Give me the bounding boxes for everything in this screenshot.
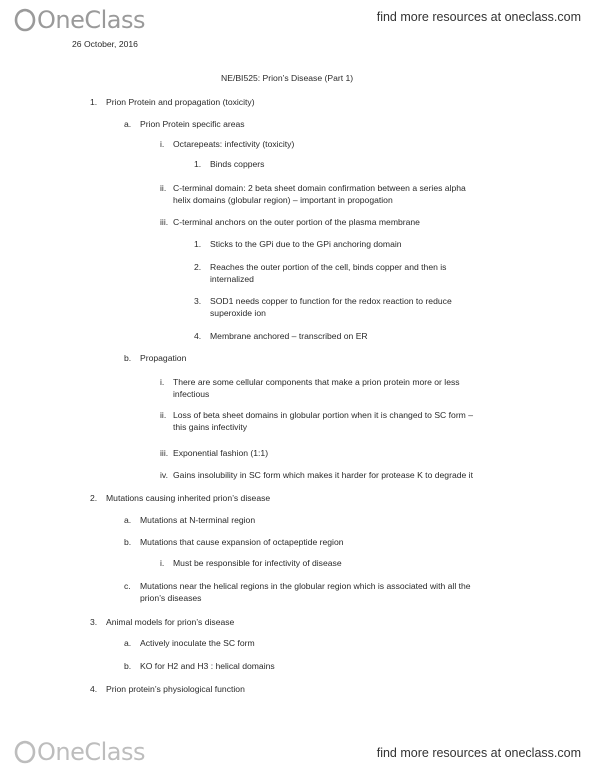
list-item-text: superoxide ion — [210, 308, 266, 318]
list-item-text: Mutations that cause expansion of octapeptide region — [140, 537, 344, 547]
oneclass-logo-icon — [14, 740, 36, 764]
list-item-text: Exponential fashion (1:1) — [173, 448, 269, 458]
list-item-text: Reaches the outer portion of the cell, binds copper and then is — [210, 262, 447, 272]
list-marker: 2. — [194, 262, 202, 272]
find-resources-link[interactable]: find more resources at oneclass.com — [376, 10, 581, 24]
list-item-text: SOD1 needs copper to function for the redox reaction to reduce — [210, 296, 452, 306]
list-marker: iii. — [160, 448, 169, 458]
list-marker: i. — [160, 377, 165, 387]
document-title: NE/BI525: Prion’s Disease (Part 1) — [221, 73, 354, 83]
list-marker: c. — [124, 581, 131, 591]
list-marker: iii. — [160, 217, 169, 227]
oneclass-logo[interactable] — [14, 6, 145, 34]
list-item-text: prion’s diseases — [140, 593, 202, 603]
list-item-text: Membrane anchored – transcribed on ER — [210, 331, 368, 341]
list-marker: 4. — [194, 331, 202, 341]
list-marker: 3. — [90, 617, 98, 627]
list-marker: b. — [124, 353, 132, 363]
list-marker: i. — [160, 558, 165, 568]
oneclass-logo-icon — [14, 8, 36, 32]
list-item-text: C-terminal domain: 2 beta sheet domain confirmation between a series alpha — [173, 183, 466, 193]
list-item-text: C-terminal anchors on the outer portion of the plasma membrane — [173, 217, 420, 227]
list-item-text: Actively inoculate the SC form — [140, 638, 255, 648]
list-item-text: Prion protein’s physiological function — [106, 684, 245, 694]
list-item-text: Mutations causing inherited prion’s disease — [106, 493, 271, 503]
list-marker: ii. — [160, 183, 167, 193]
list-item-text: this gains infectivity — [173, 422, 248, 432]
list-item-text: There are some cellular components that make a prion protein more or less — [173, 377, 460, 387]
list-marker: 1. — [194, 159, 202, 169]
list-item-text: infectious — [173, 389, 210, 399]
list-item-text: Gains insolubility in SC form which makes it harder for protease K to degrade it — [173, 470, 473, 480]
list-marker: 1. — [194, 239, 202, 249]
list-item-text: Must be responsible for infectivity of disease — [173, 558, 342, 568]
list-marker: 3. — [194, 296, 202, 306]
list-item-text: KO for H2 and H3 : helical domains — [140, 661, 275, 671]
list-item-text: Propagation — [140, 353, 187, 363]
oneclass-logo-text: OneClass — [37, 6, 146, 34]
oneclass-logo-text: OneClass — [37, 738, 146, 766]
list-item-text: Prion Protein and propagation (toxicity) — [106, 97, 255, 107]
list-item-text: Mutations at N-terminal region — [140, 515, 256, 525]
list-marker: i. — [160, 139, 165, 149]
list-item-text: Mutations near the helical regions in the globular region which is associated with all the — [140, 581, 471, 591]
document-date: 26 October, 2016 — [72, 39, 138, 49]
find-resources-link-footer[interactable]: find more resources at oneclass.com — [376, 746, 581, 760]
list-marker: b. — [124, 661, 132, 671]
list-item-text: internalized — [210, 274, 254, 284]
list-marker: a. — [124, 638, 132, 648]
oneclass-footer-logo[interactable] — [14, 738, 145, 766]
list-marker: iv. — [160, 470, 168, 480]
list-item-text: Prion Protein specific areas — [140, 119, 245, 129]
list-item-text: Loss of beta sheet domains in globular portion when it is changed to SC form – — [173, 410, 474, 420]
list-marker: 2. — [90, 493, 98, 503]
list-item-text: Octarepeats: infectivity (toxicity) — [173, 139, 295, 149]
list-marker: a. — [124, 515, 132, 525]
list-marker: 1. — [90, 97, 98, 107]
list-marker: a. — [124, 119, 132, 129]
list-marker: 4. — [90, 684, 98, 694]
list-item-text: helix domains (globular region) – important in propogation — [173, 195, 393, 205]
list-item-text: Sticks to the GPi due to the GPi anchoring domain — [210, 239, 402, 249]
list-item-text: Animal models for prion’s disease — [106, 617, 235, 627]
list-marker: b. — [124, 537, 132, 547]
list-item-text: Binds coppers — [210, 159, 265, 169]
list-marker: ii. — [160, 410, 167, 420]
